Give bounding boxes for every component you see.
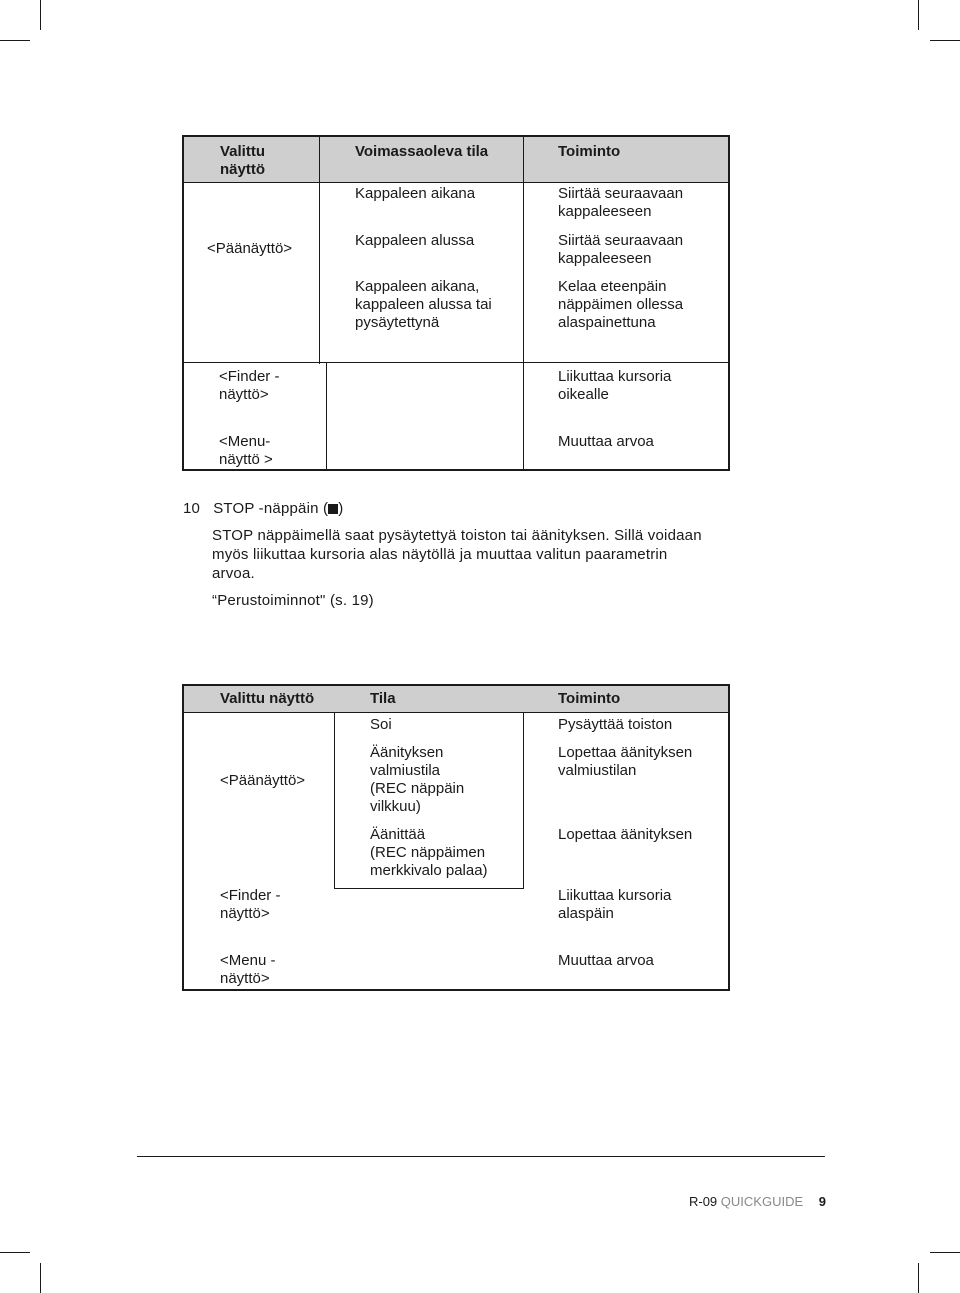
column-divider [523,362,524,471]
state-playing: Soi [370,716,392,733]
column-divider [334,712,335,889]
screen-menu: <Menu - näyttö> [220,952,276,987]
header-function: Toiminto [558,143,621,160]
screen-main: <Päänäyttö> [220,772,306,789]
section-body-line-3: arvoa. [212,565,255,582]
header-current-state: Voimassaoleva tila [355,143,489,160]
state-during-track: Kappaleen aikana [355,185,476,202]
state-recording: Äänittää (REC näppäimen merkkivalo palaa) [370,826,488,879]
column-divider [326,362,327,471]
section-reference: “Perustoiminnot" (s. 19) [212,592,374,609]
action-cursor-down: Liikuttaa kursoria alaspäin [558,887,672,922]
action-change-value: Muuttaa arvoa [558,433,654,450]
section-body-line-2: myös liikuttaa kursoria alas näytöllä ja muuttaa valitun paarametrin [212,546,668,563]
crop-mark-top-right-h [930,40,960,41]
section-heading [183,499,343,518]
stop-icon [328,504,338,514]
footer-guide: QUICKGUIDE [720,1194,804,1209]
row-divider [184,362,728,363]
action-stop-playback: Pysäyttää toiston [558,716,673,733]
crop-mark-bottom-right-h [930,1252,960,1253]
section-number: 10 [183,500,201,517]
action-fast-forward: Kelaa eteenpäin näppäimen ollessa alaspainettuna [558,278,684,331]
state-during-start-paused: Kappaleen aikana, kappaleen alussa tai pysäytettynä [355,278,492,331]
crop-mark-bottom-right [918,1263,919,1293]
column-divider [523,712,524,889]
header-selected-screen: Valittu näyttö [220,690,315,707]
page-footer [689,1194,826,1209]
section-title-end: ) [338,500,344,517]
screen-finder: <Finder - näyttö> [219,368,280,403]
footer-rule [137,1156,825,1157]
header-state: Tila [370,690,396,707]
column-divider [523,137,524,364]
screen-main: <Päänäyttö> [207,240,293,257]
action-next-track-1: Siirtää seuraavaan kappaleeseen [558,185,684,220]
section-title: STOP -näppäin ( [213,500,329,517]
crop-mark-top-left-h [0,40,30,41]
state-record-standby: Äänityksen valmiustila (REC näppäin vilkkuu) [370,744,465,815]
row-divider [334,888,524,889]
section-body-line-1: STOP näppäimellä saat pysäytettyä toiston tai äänityksen. Sillä voidaan [212,527,702,544]
screen-finder: <Finder - näyttö> [220,887,281,922]
reference-text: Perustoiminnot" (s. 19) [217,592,374,609]
screen-menu: <Menu- näyttö > [219,433,273,468]
crop-mark-bottom-left [40,1263,41,1293]
action-cursor-right: Liikuttaa kursoria oikealle [558,368,672,403]
table-next-button [182,135,730,471]
action-next-track-2: Siirtää seuraavaan kappaleeseen [558,232,684,267]
footer-model: R-09 [688,1194,718,1209]
action-exit-standby: Lopettaa äänityksen valmiustilan [558,744,693,779]
table-stop-button [182,684,730,991]
state-track-start: Kappaleen alussa [355,232,475,249]
header-selected-screen: Valittu näyttö [220,143,266,178]
action-stop-recording: Lopettaa äänityksen [558,826,693,843]
crop-mark-top-right [918,0,919,30]
crop-mark-top-left [40,0,41,30]
column-divider [319,137,320,364]
action-change-value: Muuttaa arvoa [558,952,654,969]
header-function: Toiminto [558,690,621,707]
crop-mark-bottom-left-h [0,1252,30,1253]
page-number: 9 [818,1194,826,1209]
